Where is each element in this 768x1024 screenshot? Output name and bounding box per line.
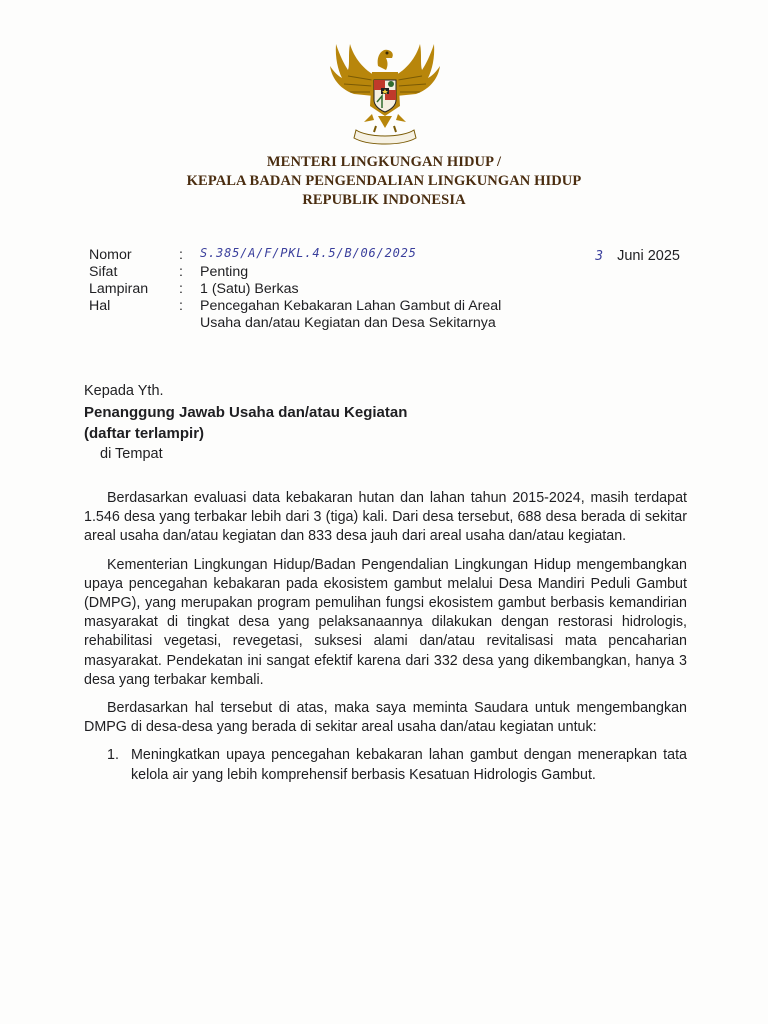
nomor-label: Nomor [89,247,132,263]
colon: : [179,298,183,314]
colon: : [179,281,183,297]
date-month-year: Juni 2025 [617,248,680,264]
body-paragraph-3: Berdasarkan hal tersebut di atas, maka saya meminta Saudara untuk mengembangkan DMPG di desa-desa yang berada di sekitar areal usaha dan/atau kegiatan untuk: [84,700,687,736]
letter-date [595,248,680,264]
sifat-value: Penting [200,264,249,280]
lampiran-label: Lampiran [89,281,149,297]
letterhead [0,153,768,210]
meta-row-lampiran [89,281,306,298]
meta-row-hal [89,298,502,331]
recipient-location: di Tempat [100,446,163,462]
list-item-number: 1. [107,747,119,764]
letterhead-line-1: MENTERI LINGKUNGAN HIDUP / [266,154,502,170]
recipient-note: (daftar terlampir) [84,425,205,442]
meta-row-nomor [89,246,417,264]
letterhead-line-2: KEPALA BADAN PENGENDALIAN LINGKUNGAN HIDUP [186,173,582,189]
recipient-name: Penanggung Jawab Usaha dan/atau Kegiatan [84,404,408,421]
letter-meta [89,246,502,331]
recipient-salutation: Kepada Yth. [84,383,164,399]
list-item-text: Meningkatkan upaya pencegahan kebakaran lahan gambut dengan menerapkan tata kelola air yang lebih komprehensif berbasis Kesatuan Hidrologis Gambut. [131,747,687,783]
list-item [84,746,687,784]
colon: : [179,247,183,263]
hal-value: Pencegahan Kebakaran Lahan Gambut di Areal Usaha dan/atau Kegiatan dan Desa Sekitarnya [200,298,502,331]
body-paragraph-1: Berdasarkan evaluasi data kebakaran hutan dan lahan tahun 2015-2024, masih terdapat 1.546 desa yang terbakar lebih dari 3 (tiga) kali. Dari desa tersebut, 688 desa berada di sekitar areal usaha dan/atau kegiatan dan 833 desa jauh dari areal usaha dan/atau kegiatan. [84,490,687,545]
sifat-label: Sifat [89,264,118,280]
lampiran-value: 1 (Satu) Berkas [200,281,299,297]
nomor-value: S.385/A/F/PKL.4.5/B/06/2025 [200,246,417,260]
garuda-emblem [328,36,442,148]
letterhead-line-3: REPUBLIK INDONESIA [302,192,466,208]
date-day: 3 [595,249,604,264]
body-paragraph-2: Kementerian Lingkungan Hidup/Badan Pengendalian Lingkungan Hidup mengembangkan upaya pencegahan kebakaran pada ekosistem gambut melalui Desa Mandiri Peduli Gambut (DMPG), yang merupakan program pemulihan fungsi ekosistem gambut berbasis kemandirian masyarakat di tingkat desa yang pelaksanaannya dilakukan dengan restorasi hidrologis, rehabilitasi vegetasi, revegetasi, suksesi alami dan/atau revitalisasi mata pencaharian masyarakat. Pendekatan ini sangat efektif karena dari 332 desa yang dikembangkan, hanya 3 desa yang terbakar kembali. [84,556,687,688]
meta-row-sifat [89,264,306,281]
colon: : [179,264,183,280]
letter-body [84,489,687,785]
hal-label: Hal [89,298,111,314]
recipient-block [84,381,407,465]
